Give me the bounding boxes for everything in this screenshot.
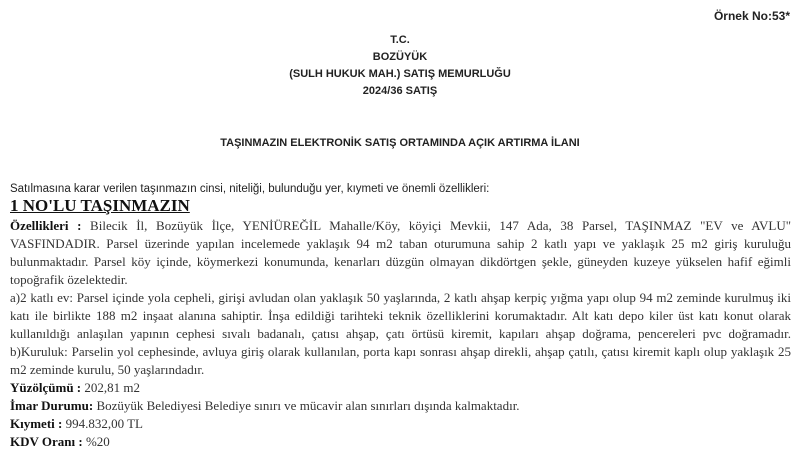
area-label: Yüzölçümü :: [10, 380, 82, 395]
detail-paragraph: a)2 katlı ev: Parsel içinde yola cepheli, girişi avludan olan yaklaşık 50 yaşlarında, 2 katlı ahşap kerpiç yığma yapı olup 94 m2 zeminde kurulmuş iki katı ile birlikte 188 m2 inşaat alanına sahiptir. İnşa edildiği tarihteki teknik özelliklerini korumaktadır. Alt katı depo kiler üst katı konut olarak kullanıldığı anlaşılan yapının cephesi sıvalı badanalı, çatısı ahşap, çatı örtüsü kiremit, kapıları ahşap doğrama, pencereleri pvc doğramadır. b)Kuruluk: Parselin yol cephesinde, avluya giriş olarak kullanılan, porta kapı sonrası ahşap direkli, ahşap çatılı, çatısı kiremit kaplı olup yaklaşık 25 m2 zeminde kurulu, 50 yaşlarındadır.: [10, 290, 791, 377]
announcement-title: TAŞINMAZIN ELEKTRONİK SATIŞ ORTAMINDA AÇIK ARTIRMA İLANI: [220, 137, 580, 149]
area-value: 202,81 m2: [81, 380, 141, 395]
property-details: [10, 217, 791, 451]
vat-value: %20: [82, 434, 110, 449]
value-amount: 994.832,00 TL: [62, 416, 143, 431]
features-text: Bilecik İl, Bozüyük İlçe, YENİÜREĞİL Mahalle/Köy, köyiçi Mevkii, 147 Ada, 38 Parsel, TAŞINMAZ "EV ve AVLU" VASFINDADIR. Parsel üzerinde yapılan incelemede yaklaşık 94 m2 taban oturumuna sahip 2 katlı yapı ve yaklaşık 25 m2 giriş kuruluğu bulunmaktadır. Parsel köy içinde, köymerkezi konumunda, kenarları düzgün olmayan dikdörtgen şekle, güneyden kuzeye yükselen hafif eğimli topoğrafik özelektedir.: [10, 218, 792, 287]
header-office: (SULH HUKUK MAH.) SATIŞ MEMURLUĞU: [289, 68, 511, 80]
zoning-label: İmar Durumu:: [10, 398, 94, 413]
value-line: [10, 415, 791, 433]
section-heading: 1 NO'LU TAŞINMAZIN: [10, 196, 190, 215]
zoning-value: Bozüyük Belediyesi Belediye sınırı ve mücavir alan sınırları dışında kalmaktadır.: [93, 398, 520, 413]
features-label: Özellikleri :: [10, 218, 82, 233]
intro-text: Satılmasına karar verilen taşınmazın cinsi, niteliği, bulunduğu yer, kıymeti ve önemli özellikleri:: [10, 183, 490, 195]
vat-label: KDV Oranı :: [10, 434, 83, 449]
example-number: Örnek No:53*: [713, 9, 790, 23]
area-line: [10, 379, 791, 397]
header-district: BOZÜYÜK: [372, 51, 428, 63]
header-file-number: 2024/36 SATIŞ: [362, 85, 438, 97]
vat-line: [10, 433, 791, 451]
header-tc: T.C.: [390, 34, 410, 46]
features-paragraph: [10, 217, 791, 289]
zoning-line: [10, 397, 791, 415]
value-label: Kıymeti :: [10, 416, 63, 431]
office-header: [0, 32, 800, 100]
